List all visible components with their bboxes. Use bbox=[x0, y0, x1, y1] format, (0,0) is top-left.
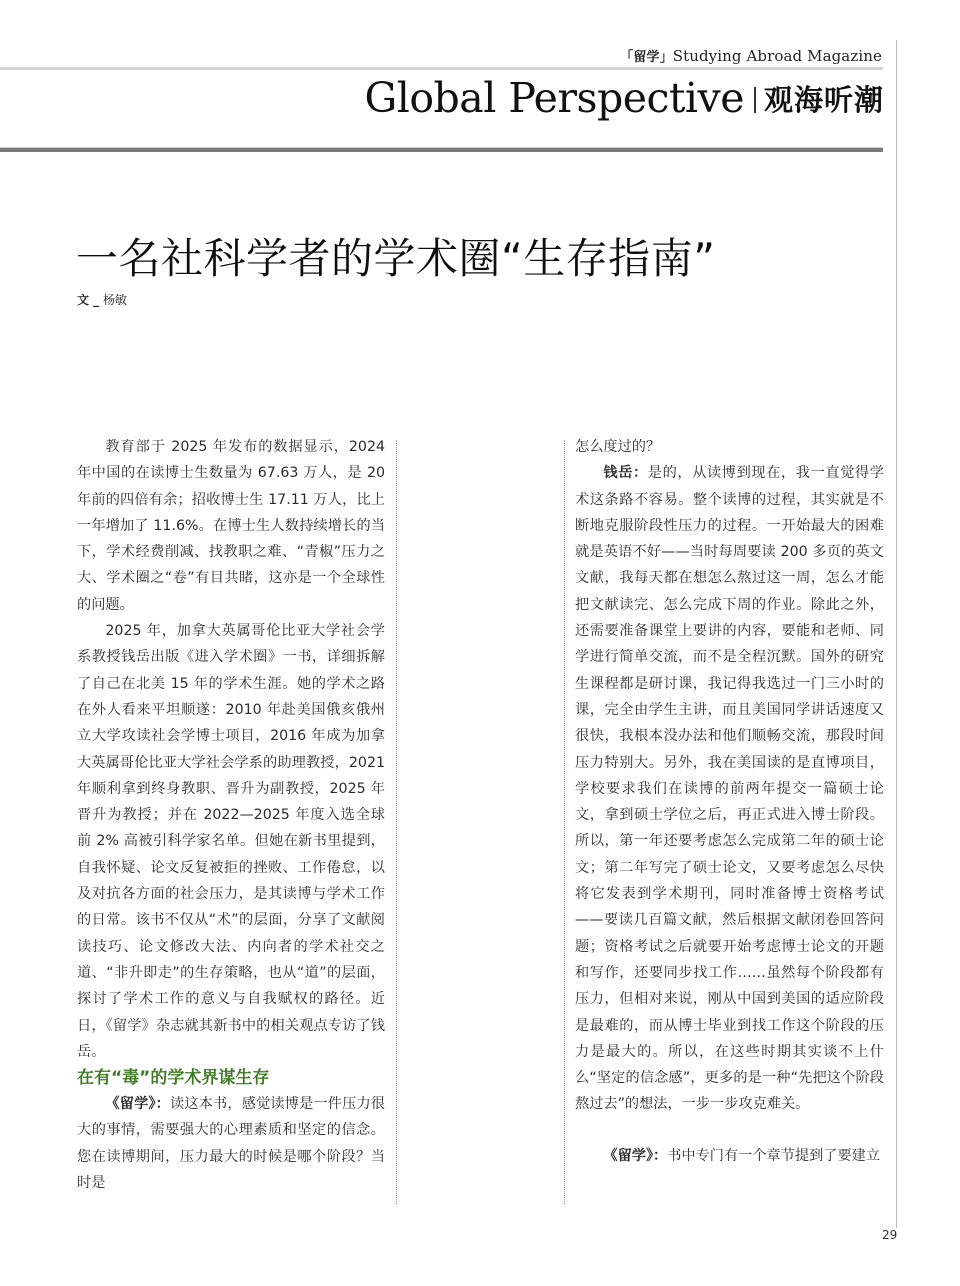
byline-label: 文 _ bbox=[77, 293, 100, 307]
question-speaker-tag: 《留学》： bbox=[603, 1147, 668, 1164]
question-text: 书中专门有一个章节提到了要建立 bbox=[667, 1147, 881, 1164]
section-separator bbox=[754, 87, 756, 113]
right-column bbox=[575, 434, 884, 1169]
column-divider-left bbox=[396, 440, 397, 1204]
left-column bbox=[77, 434, 385, 1196]
magazine-logo: 「留学」 bbox=[620, 50, 673, 65]
section-title-en: Global Perspective bbox=[364, 74, 744, 122]
page-number: 29 bbox=[882, 1228, 898, 1242]
interview-answer-1 bbox=[575, 460, 884, 1117]
page-edge-rule bbox=[896, 40, 897, 1228]
byline-author: 杨敏 bbox=[103, 293, 128, 307]
intro-paragraph-2: 2025 年，加拿大英属哥伦比亚大学社会学系教授钱岳出版《进入学术圈》一书，详细拆解了自己在北美 15 年的学术生涯。她的学术之路在外人看来平坦顺遂：2010 年赴美国俄亥俄州立大学攻读社会学博士项目，2016 年成为加拿大英属哥伦比亚大学社会学系的助理教授，2021 年顺利拿到终身教职、晋升为副教授，2025 年晋升为教授；并在 2022—2025 年度入选全球前 2% 高被引科学家名单。但她在新书里提到，自我怀疑、论文反复被拒的挫败、工作倦怠，以及对抗各方面的社会压力，是其读博与学术工作的日常。该书不仅从“术”的层面，分享了文献阅读技巧、论文修改大法、内向者的学术社交之道、“非升即走”的生存策略，也从“道”的层面，探讨了学术工作的意义与自我赋权的路径。近日，《留学》杂志就其新书中的相关观点专访了钱岳。 bbox=[77, 623, 385, 1060]
interview-question-1 bbox=[77, 1091, 385, 1196]
intro-paragraph-1: 教育部于 2025 年发布的数据显示，2024 年中国的在读博士生数量为 67.63 万人，是 20 年前的四倍有余；招收博士生 17.11 万人，比上一年增加了 11.6%。在博士生人数持续增长的当下，学术经费削减、找教职之难、“青椒”压力之大、学术圈之“卷”有目共睹，这亦是一个全球性的问题。 bbox=[77, 439, 385, 613]
header-rule-heavy bbox=[0, 147, 883, 152]
answer-text: 是的，从读博到现在，我一直觉得学术这条路不容易。整个读博的过程，其实就是不断地克服阶段性压力的过程。一开始最大的困难就是英语不好——当时每周要读 200 多页的英文文献，我每天都在想怎么熬过这一周，怎么才能把文献读完、怎么完成下周的作业。除此之外，还需要准备课堂上要讲的内容，要能和老师、同学进行简单交流，而不是全程沉默。国外的研究生课程都是研讨课，我记得我选过一门三小时的课，完全由学生主讲，而且美国同学讲话速度又很快，我根本没办法和他们顺畅交流，那段时间压力特别大。另外，我在美国读的是直博项目，学校要求我们在读博的前两年提交一篇硕士论文，拿到硕士学位之后，再正式进入博士阶段。所以，第一年还要考虑怎么完成第二年的硕士论文；第二年写完了硕士论文，又要考虑怎么尽快将它发表到学术期刊，同时准备博士资格考试——要读几百篇文献，然后根据文献闭卷回答问题；资格考试之后就要开始考虑博士论文的开题和写作，还要同步找工作……虽然每个阶段都有压力，但相对来说，刚从中国到美国的适应阶段是最难的，而从博士毕业到找工作这个阶段的压力是最大的。所以，在这些时期其实谈不上什么“坚定的信念感”，更多的是一种“先把这个阶段熬过去”的想法，一步一步攻克难关。 bbox=[575, 465, 884, 1113]
magazine-name: Studying Abroad Magazine bbox=[672, 47, 882, 65]
interview-question-1-continued: 怎么度过的？ bbox=[575, 439, 661, 455]
interview-question-2 bbox=[575, 1143, 884, 1169]
column-divider-right bbox=[564, 440, 565, 1204]
paragraph-gap bbox=[575, 1118, 884, 1143]
section-subheading: 在有“毒”的学术界谋生存 bbox=[77, 1068, 270, 1089]
question-text: 读这本书，感觉读博是一件压力很大的事情，需要强大的心理素质和坚定的信念。您在读博期间，压力最大的时候是哪个阶段？当时是 bbox=[77, 1096, 385, 1192]
masthead bbox=[620, 46, 882, 65]
article-title: 一名社科学者的学术圈“生存指南” bbox=[76, 234, 716, 283]
section-title-zh: 观海听潮 bbox=[763, 82, 884, 117]
section-header bbox=[364, 70, 884, 126]
question-speaker-tag: 《留学》： bbox=[105, 1096, 171, 1113]
byline bbox=[77, 291, 127, 308]
answer-speaker-tag: 钱岳： bbox=[603, 465, 648, 482]
